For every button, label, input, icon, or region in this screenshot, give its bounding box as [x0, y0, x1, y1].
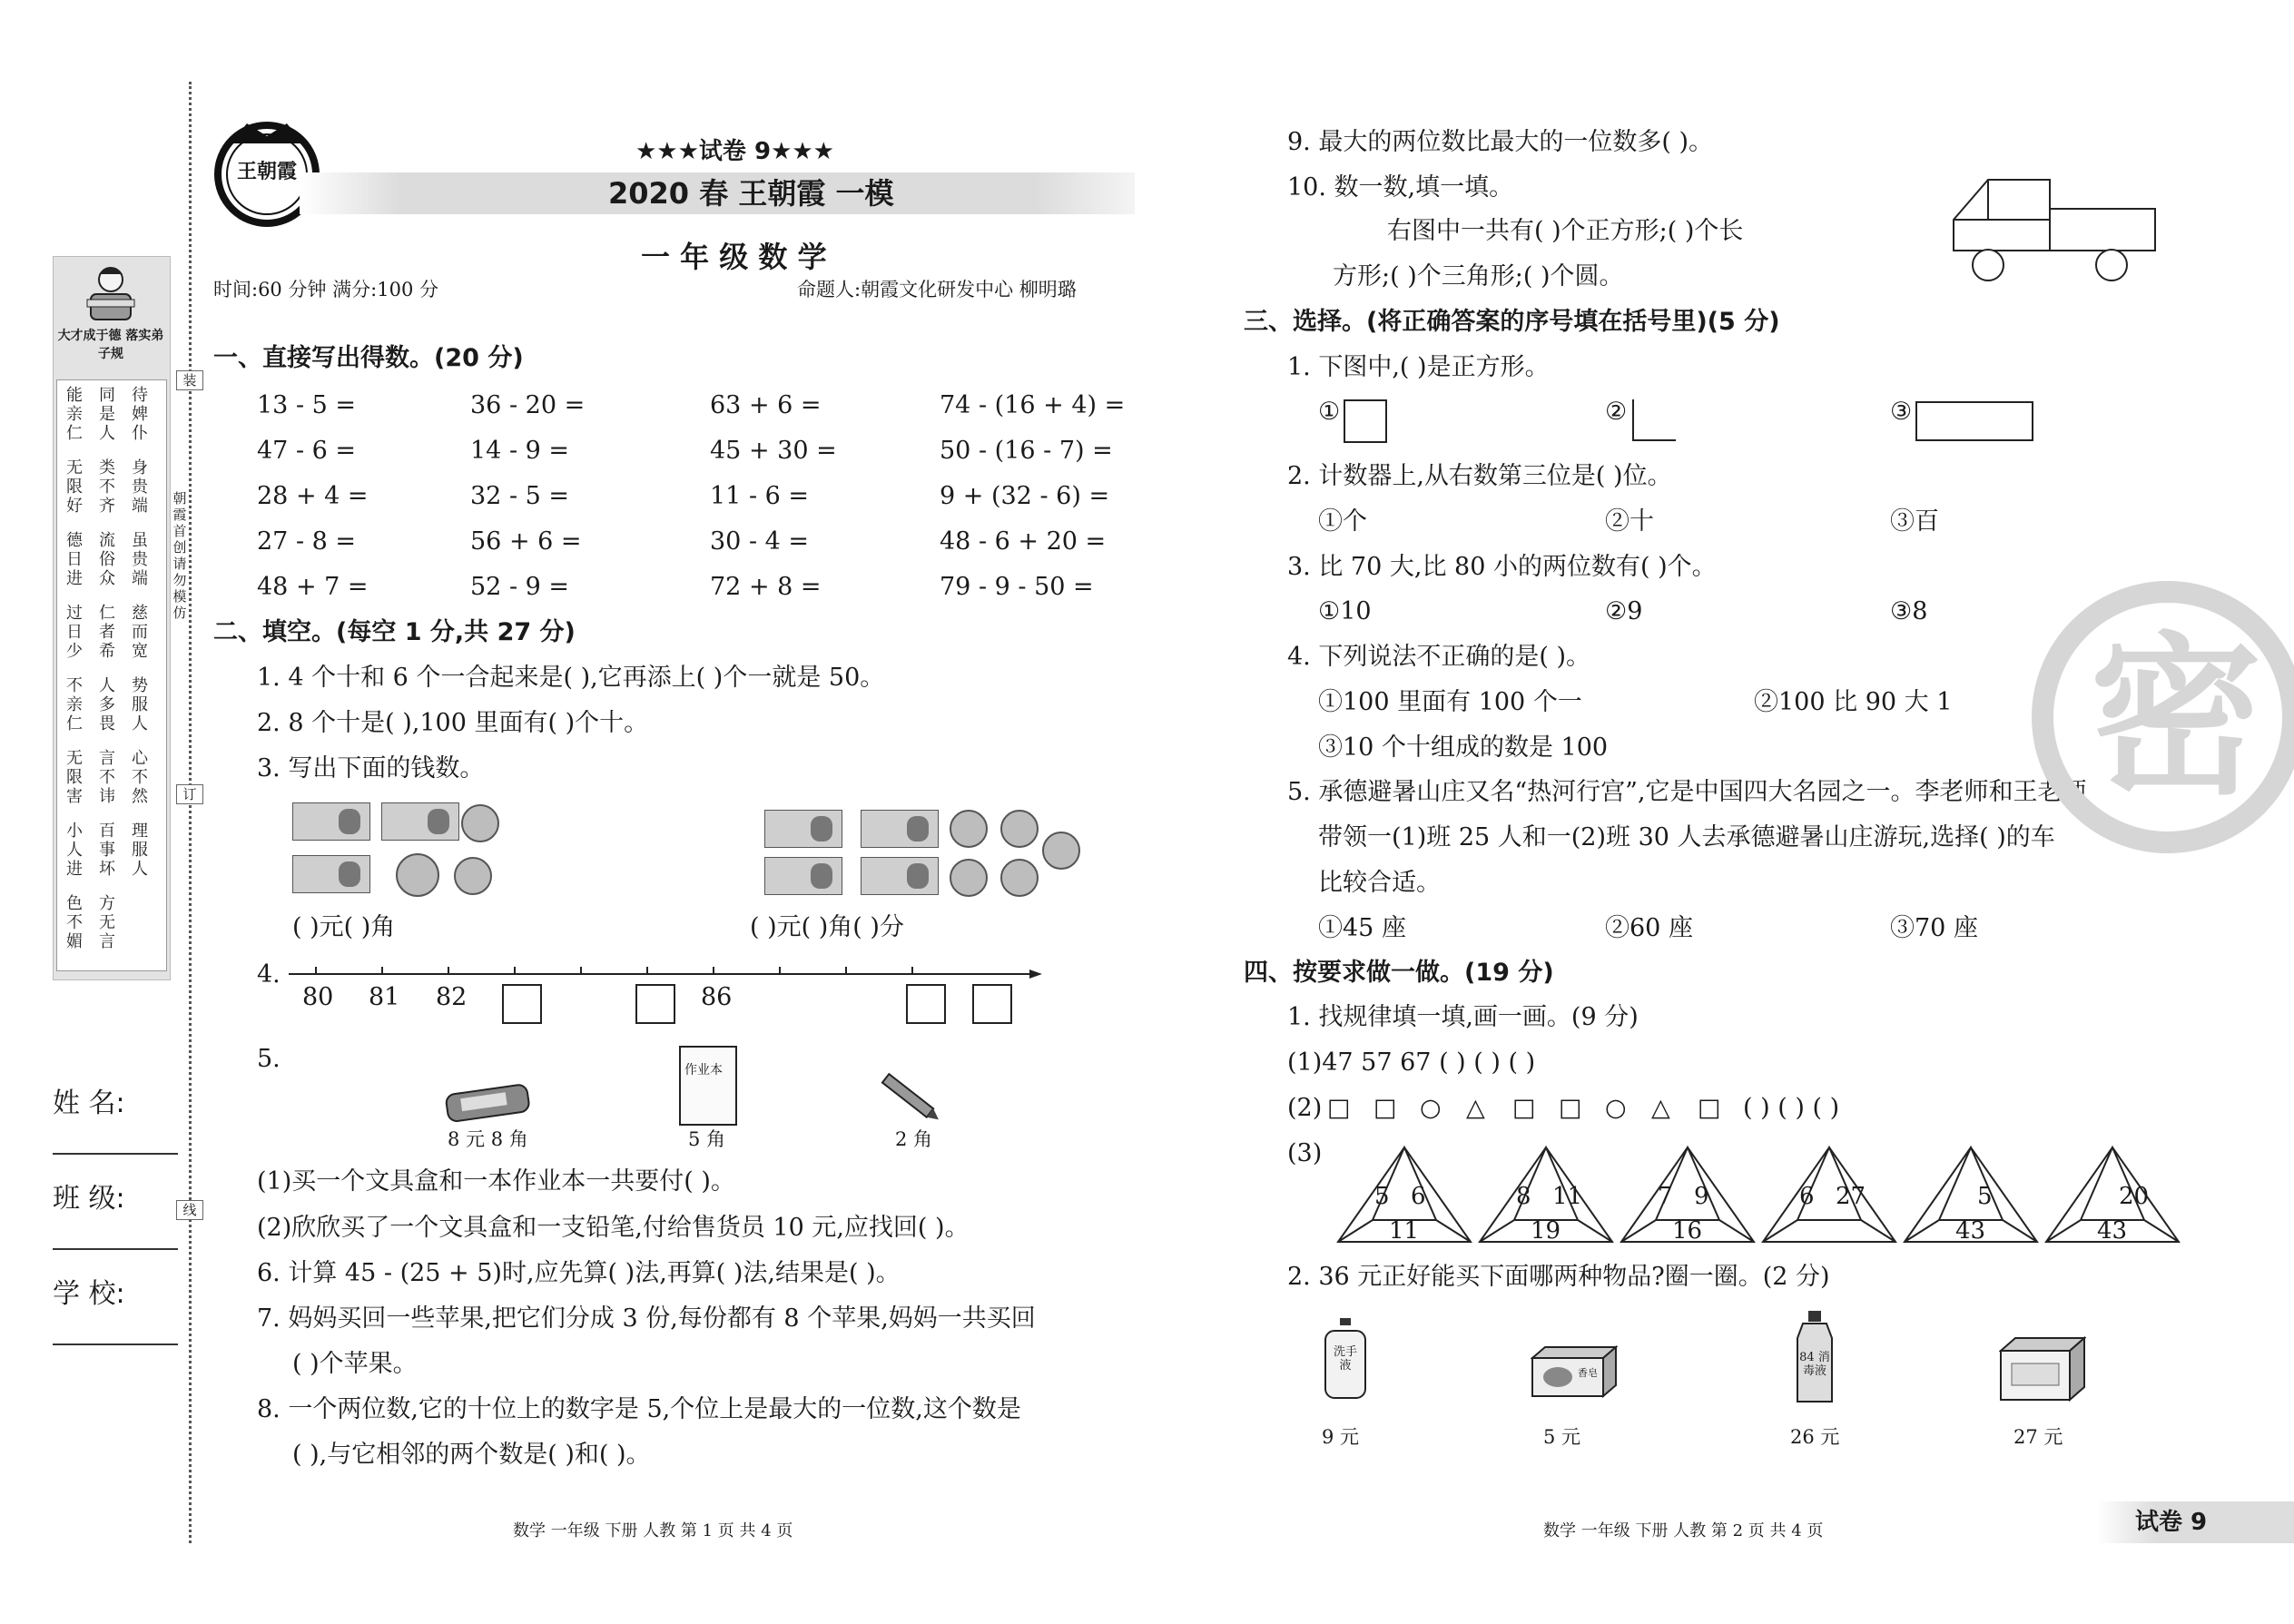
coin	[950, 810, 988, 848]
banknote	[292, 855, 370, 893]
square-figure	[1344, 399, 1387, 443]
choice-q4: 4. 下列说法不正确的是( )。	[1287, 643, 1590, 671]
calc-item: 13 - 5 =	[257, 391, 357, 419]
section2-title: 二、填空。(每空 1 分,共 27 分)	[213, 618, 576, 646]
motto-column: 类不齐	[99, 458, 115, 516]
calc-item: 45 + 30 =	[710, 437, 837, 465]
binding-mark-2: 订	[176, 784, 203, 804]
exercise-book-icon	[679, 1046, 737, 1126]
coin	[1000, 810, 1039, 848]
fill-q5-1: (1)买一个文具盒和一本作业本一共要付( )。	[257, 1167, 735, 1196]
choice-q3-opt[interactable]: ③8	[1890, 597, 1928, 625]
fill-q6: 6. 计算 45 - (25 + 5)时,应先算( )法,再算( )法,结果是( )。	[257, 1259, 901, 1287]
pattern-shape: ○	[1420, 1094, 1442, 1122]
calc-item: 63 + 6 =	[710, 391, 822, 419]
price-label: 8 元 8 角	[448, 1128, 528, 1150]
choice-q4-opt[interactable]: ③10 个十组成的数是 100	[1318, 733, 1609, 762]
pencil-icon	[875, 1069, 948, 1127]
choice-q2-opt[interactable]: ②十	[1605, 507, 1654, 536]
triangle-number: 43	[2097, 1217, 2128, 1245]
disinfectant-label: 84 消毒液	[1799, 1351, 1830, 1378]
fill-q10: 10. 数一数,填一填。	[1287, 173, 1514, 202]
pattern-q1: 1. 找规律填一填,画一画。(9 分)	[1287, 1003, 1639, 1031]
calc-item: 9 + (32 - 6) =	[940, 482, 1110, 510]
number-triangle	[1478, 1146, 1614, 1245]
choice-q1-opt[interactable]: ②	[1605, 398, 1628, 426]
side-note: 朝霞首创 请勿模仿	[172, 490, 187, 621]
school-label: 学 校:	[53, 1278, 125, 1310]
triangle-number: 6	[1411, 1183, 1426, 1210]
pattern-shape: □	[1373, 1094, 1397, 1122]
goods-price: 9 元	[1322, 1426, 1360, 1448]
goods-price: 5 元	[1543, 1426, 1581, 1448]
exam-title: 2020 春 王朝霞 一模	[608, 176, 894, 211]
answer-box[interactable]	[635, 984, 675, 1024]
motto-column: 同是人	[99, 386, 115, 443]
binding-mark-1: 装	[176, 370, 203, 390]
calc-item: 56 + 6 =	[470, 527, 582, 556]
calc-item: 52 - 9 =	[470, 573, 570, 601]
choice-q5a: 5. 承德避暑山庄又名“热河行宫”,它是中国四大名园之一。李老师和王老师	[1287, 778, 2087, 806]
calc-item: 32 - 5 =	[470, 482, 570, 510]
fill-q10b: 方形;( )个三角形;( )个圆。	[1333, 262, 1624, 290]
pattern-shape: □	[1559, 1094, 1582, 1122]
numberline-tick-label: 80	[302, 983, 334, 1011]
choice-q5-opt[interactable]: ②60 座	[1605, 914, 1693, 942]
secret-stamp	[2032, 581, 2294, 853]
banknote	[381, 802, 459, 841]
banknote	[292, 802, 370, 841]
paper-tag-text: 试卷 9	[2135, 1509, 2208, 1536]
paper-tag	[2097, 1501, 2294, 1543]
pattern-shape: △	[1466, 1094, 1485, 1122]
class-label: 班 级:	[53, 1183, 125, 1215]
choice-q1: 1. 下图中,( )是正方形。	[1287, 353, 1550, 381]
choice-q3-opt[interactable]: ①10	[1318, 597, 1372, 625]
answer-box[interactable]	[502, 984, 542, 1024]
pencil-case-icon	[443, 1082, 536, 1122]
answer-box[interactable]	[906, 984, 946, 1024]
calc-item: 50 - (16 - 7) =	[940, 437, 1113, 465]
number-triangle	[1620, 1146, 1756, 1245]
book-label: 作业本	[684, 1063, 723, 1078]
coin	[396, 853, 439, 897]
motto-column: 慈而宽	[132, 604, 148, 661]
binding-mark-3: 线	[176, 1200, 203, 1220]
choice-q3-opt[interactable]: ②9	[1605, 597, 1643, 625]
choice-q3: 3. 比 70 大,比 80 小的两位数有( )个。	[1287, 553, 1717, 581]
pattern-shape: □	[1327, 1094, 1351, 1122]
fill-q5-2: (2)欣欣买了一个文具盒和一支铅笔,付给售货员 10 元,应找回( )。	[257, 1214, 970, 1242]
fill-q1: 1. 4 个十和 6 个一合起来是( ),它再添上( )个一就是 50。	[257, 664, 885, 692]
logo-text: 王朝霞	[236, 161, 297, 183]
banknote	[861, 810, 939, 848]
calc-item: 14 - 9 =	[470, 437, 570, 465]
pattern-p1: (1)47 57 67 ( ) ( ) ( )	[1287, 1048, 1536, 1077]
price-label: 2 角	[895, 1128, 933, 1150]
paper-number: ★★★试卷 9★★★	[635, 138, 834, 165]
motto-column: 小人进	[66, 822, 83, 879]
pattern-shape: □	[1698, 1094, 1721, 1122]
author: 命题人:朝霞文化研发中心 柳明璐	[797, 279, 1077, 300]
time-score: 时间:60 分钟 满分:100 分	[213, 279, 438, 300]
motto-column: 能亲仁	[66, 386, 83, 443]
section3-title: 三、选择。(将正确答案的序号填在括号里)(5 分)	[1244, 308, 1780, 336]
motto-box	[56, 379, 167, 971]
fill-q8a: 8. 一个两位数,它的十位上的数字是 5,个位上是最大的一位数,这个数是	[257, 1395, 1021, 1423]
triangle-number: 11	[1389, 1217, 1420, 1245]
choice-q1-opt[interactable]: ①	[1318, 398, 1341, 426]
triangle-number: 6	[1799, 1183, 1815, 1210]
triangle-number: 19	[1531, 1217, 1561, 1245]
motto-column: 心不然	[132, 749, 148, 806]
fill-q5-label: 5.	[257, 1045, 281, 1073]
motto-column: 仁者希	[99, 604, 115, 661]
sidebar-slogan: 大才成于德 落实弟子规	[57, 329, 164, 361]
motto-column: 势服人	[132, 676, 148, 733]
fill-q8b: ( ),与它相邻的两个数是( )和( )。	[292, 1441, 651, 1469]
coin	[1000, 859, 1039, 897]
section4-title: 四、按要求做一做。(19 分)	[1244, 959, 1554, 987]
hand-soap-icon	[1318, 1318, 1373, 1400]
choice-q5b: 带领一(1)班 25 人和一(2)班 30 人去承德避暑山庄游玩,选择( )的车	[1318, 823, 2055, 851]
calc-item: 48 + 7 =	[257, 573, 369, 601]
choice-q2-opt[interactable]: ①个	[1318, 507, 1367, 536]
triangle-shape	[1761, 1146, 1897, 1245]
pattern-shape: □	[1512, 1094, 1536, 1122]
triangle-number: 5	[1374, 1183, 1390, 1210]
rectangle-figure	[1915, 401, 2033, 441]
coin	[950, 859, 988, 897]
page-footer-left: 数学 一年级 下册 人教 第 1 页 共 4 页	[513, 1521, 793, 1540]
coin	[454, 857, 492, 895]
numberline-tick-label: 81	[369, 983, 400, 1011]
calc-item: 74 - (16 + 4) =	[940, 391, 1126, 419]
number-triangle	[1761, 1146, 1897, 1245]
triangle-number: 8	[1516, 1183, 1531, 1210]
motto-column: 言不讳	[99, 749, 115, 806]
calc-item: 36 - 20 =	[470, 391, 586, 419]
disinfectant-bottle-icon	[1790, 1311, 1839, 1405]
triangle-number: 20	[2119, 1183, 2150, 1210]
choice-q5-opt[interactable]: ①45 座	[1318, 914, 1406, 942]
triangle-number: 43	[1955, 1217, 1986, 1245]
calc-item: 30 - 4 =	[710, 527, 810, 556]
motto-column: 不亲仁	[66, 676, 83, 733]
fill-q7b: ( )个苹果。	[292, 1350, 418, 1378]
soap-bar-icon	[1531, 1343, 1618, 1398]
money-answer-2: ( )元( )角( )分	[750, 913, 904, 941]
triangle-number: 11	[1552, 1183, 1583, 1210]
soap-label: 洗手液	[1333, 1345, 1357, 1373]
banknote	[764, 857, 842, 895]
number-triangle	[1336, 1146, 1472, 1245]
fill-q2: 2. 8 个十是( ),100 里面有( )个十。	[257, 709, 649, 737]
soap-bar-label: 香皂	[1578, 1367, 1598, 1379]
calc-item: 72 + 8 =	[710, 573, 822, 601]
class-line[interactable]	[53, 1248, 178, 1250]
choice-q2-opt[interactable]: ③百	[1890, 507, 1939, 536]
truck-figure	[1952, 176, 2161, 285]
name-label: 姓 名:	[53, 1088, 125, 1119]
choice-q4-opt[interactable]: ②100 比 90 大 1	[1754, 688, 1953, 716]
money-answer-1: ( )元( )角	[292, 913, 396, 941]
motto-column: 身贵端	[132, 458, 148, 516]
school-line[interactable]	[53, 1343, 178, 1345]
motto-column: 无限好	[66, 458, 83, 516]
scholar-illustration	[84, 263, 138, 323]
answer-box[interactable]	[972, 984, 1012, 1024]
motto-column: 待婢仆	[132, 386, 148, 443]
name-line[interactable]	[53, 1153, 178, 1155]
calc-item: 79 - 9 - 50 =	[940, 573, 1094, 601]
calc-item: 48 - 6 + 20 =	[940, 527, 1107, 556]
number-triangle	[2044, 1146, 2181, 1245]
goods-price: 26 元	[1790, 1426, 1840, 1448]
motto-column: 理服人	[132, 822, 148, 879]
choice-q4-opt[interactable]: ①100 里面有 100 个一	[1318, 688, 1582, 716]
open-square-figure	[1632, 399, 1676, 441]
tissue-box-icon	[1999, 1336, 2086, 1402]
motto-column: 人多畏	[99, 676, 115, 733]
fill-q10a: 右图中一共有( )个正方形;( )个长	[1387, 217, 1744, 245]
choice-q1-opt[interactable]: ③	[1890, 398, 1913, 426]
motto-column: 流俗众	[99, 531, 115, 588]
subject-title: 一 年 级 数 学	[641, 240, 827, 274]
motto-column: 过日少	[66, 604, 83, 661]
fill-q9: 9. 最大的两位数比最大的一位数多( )。	[1287, 128, 1713, 156]
banknote	[764, 810, 842, 848]
motto-column: 百事坏	[99, 822, 115, 879]
triangle-number: 7	[1658, 1183, 1673, 1210]
triangle-number: 16	[1672, 1217, 1703, 1245]
calc-item: 11 - 6 =	[710, 482, 810, 510]
motto-column: 无限害	[66, 749, 83, 806]
pattern-p2-blanks: ( ) ( ) ( )	[1743, 1094, 1840, 1122]
choice-q5-opt[interactable]: ③70 座	[1890, 914, 1978, 942]
motto-column: 虽贵端	[132, 531, 148, 588]
numberline-tick-label: 86	[701, 983, 733, 1011]
number-triangle	[1903, 1146, 2039, 1245]
numberline-tick-label: 82	[436, 983, 468, 1011]
motto-column: 德日进	[66, 531, 83, 588]
calc-item: 27 - 8 =	[257, 527, 357, 556]
price-label: 5 角	[688, 1128, 726, 1150]
stamp-text: 密	[2090, 617, 2263, 818]
section1-title: 一、直接写出得数。(20 分)	[213, 344, 524, 372]
coin	[461, 804, 499, 842]
coin	[1042, 832, 1080, 870]
banknote	[861, 857, 939, 895]
calc-item: 28 + 4 =	[257, 482, 369, 510]
pattern-shape: △	[1651, 1094, 1670, 1122]
shopping-q2: 2. 36 元正好能买下面哪两种物品?圈一圈。(2 分)	[1287, 1263, 1830, 1291]
pattern-p2-label: (2)	[1287, 1094, 1323, 1122]
binding-line	[189, 82, 192, 1543]
triangle-number: 27	[1836, 1183, 1866, 1210]
triangle-number: 9	[1694, 1183, 1709, 1210]
calc-item: 47 - 6 =	[257, 437, 357, 465]
fill-q7a: 7. 妈妈买回一些苹果,把它们分成 3 份,每份都有 8 个苹果,妈妈一共买回	[257, 1304, 1036, 1333]
triangle-number: 5	[1977, 1183, 1993, 1210]
page-footer-right: 数学 一年级 下册 人教 第 2 页 共 4 页	[1543, 1521, 1824, 1540]
fill-q3: 3. 写出下面的钱数。	[257, 754, 485, 782]
motto-column: 方无言	[99, 894, 115, 951]
pattern-p3-label: (3)	[1287, 1139, 1323, 1167]
choice-q5c: 比较合适。	[1318, 869, 1441, 897]
numberline-label: 4.	[257, 960, 281, 989]
pattern-shape: ○	[1605, 1094, 1627, 1122]
choice-q2: 2. 计数器上,从右数第三位是( )位。	[1287, 462, 1672, 490]
goods-price: 27 元	[2013, 1426, 2063, 1448]
motto-column: 色不媚	[66, 894, 83, 951]
